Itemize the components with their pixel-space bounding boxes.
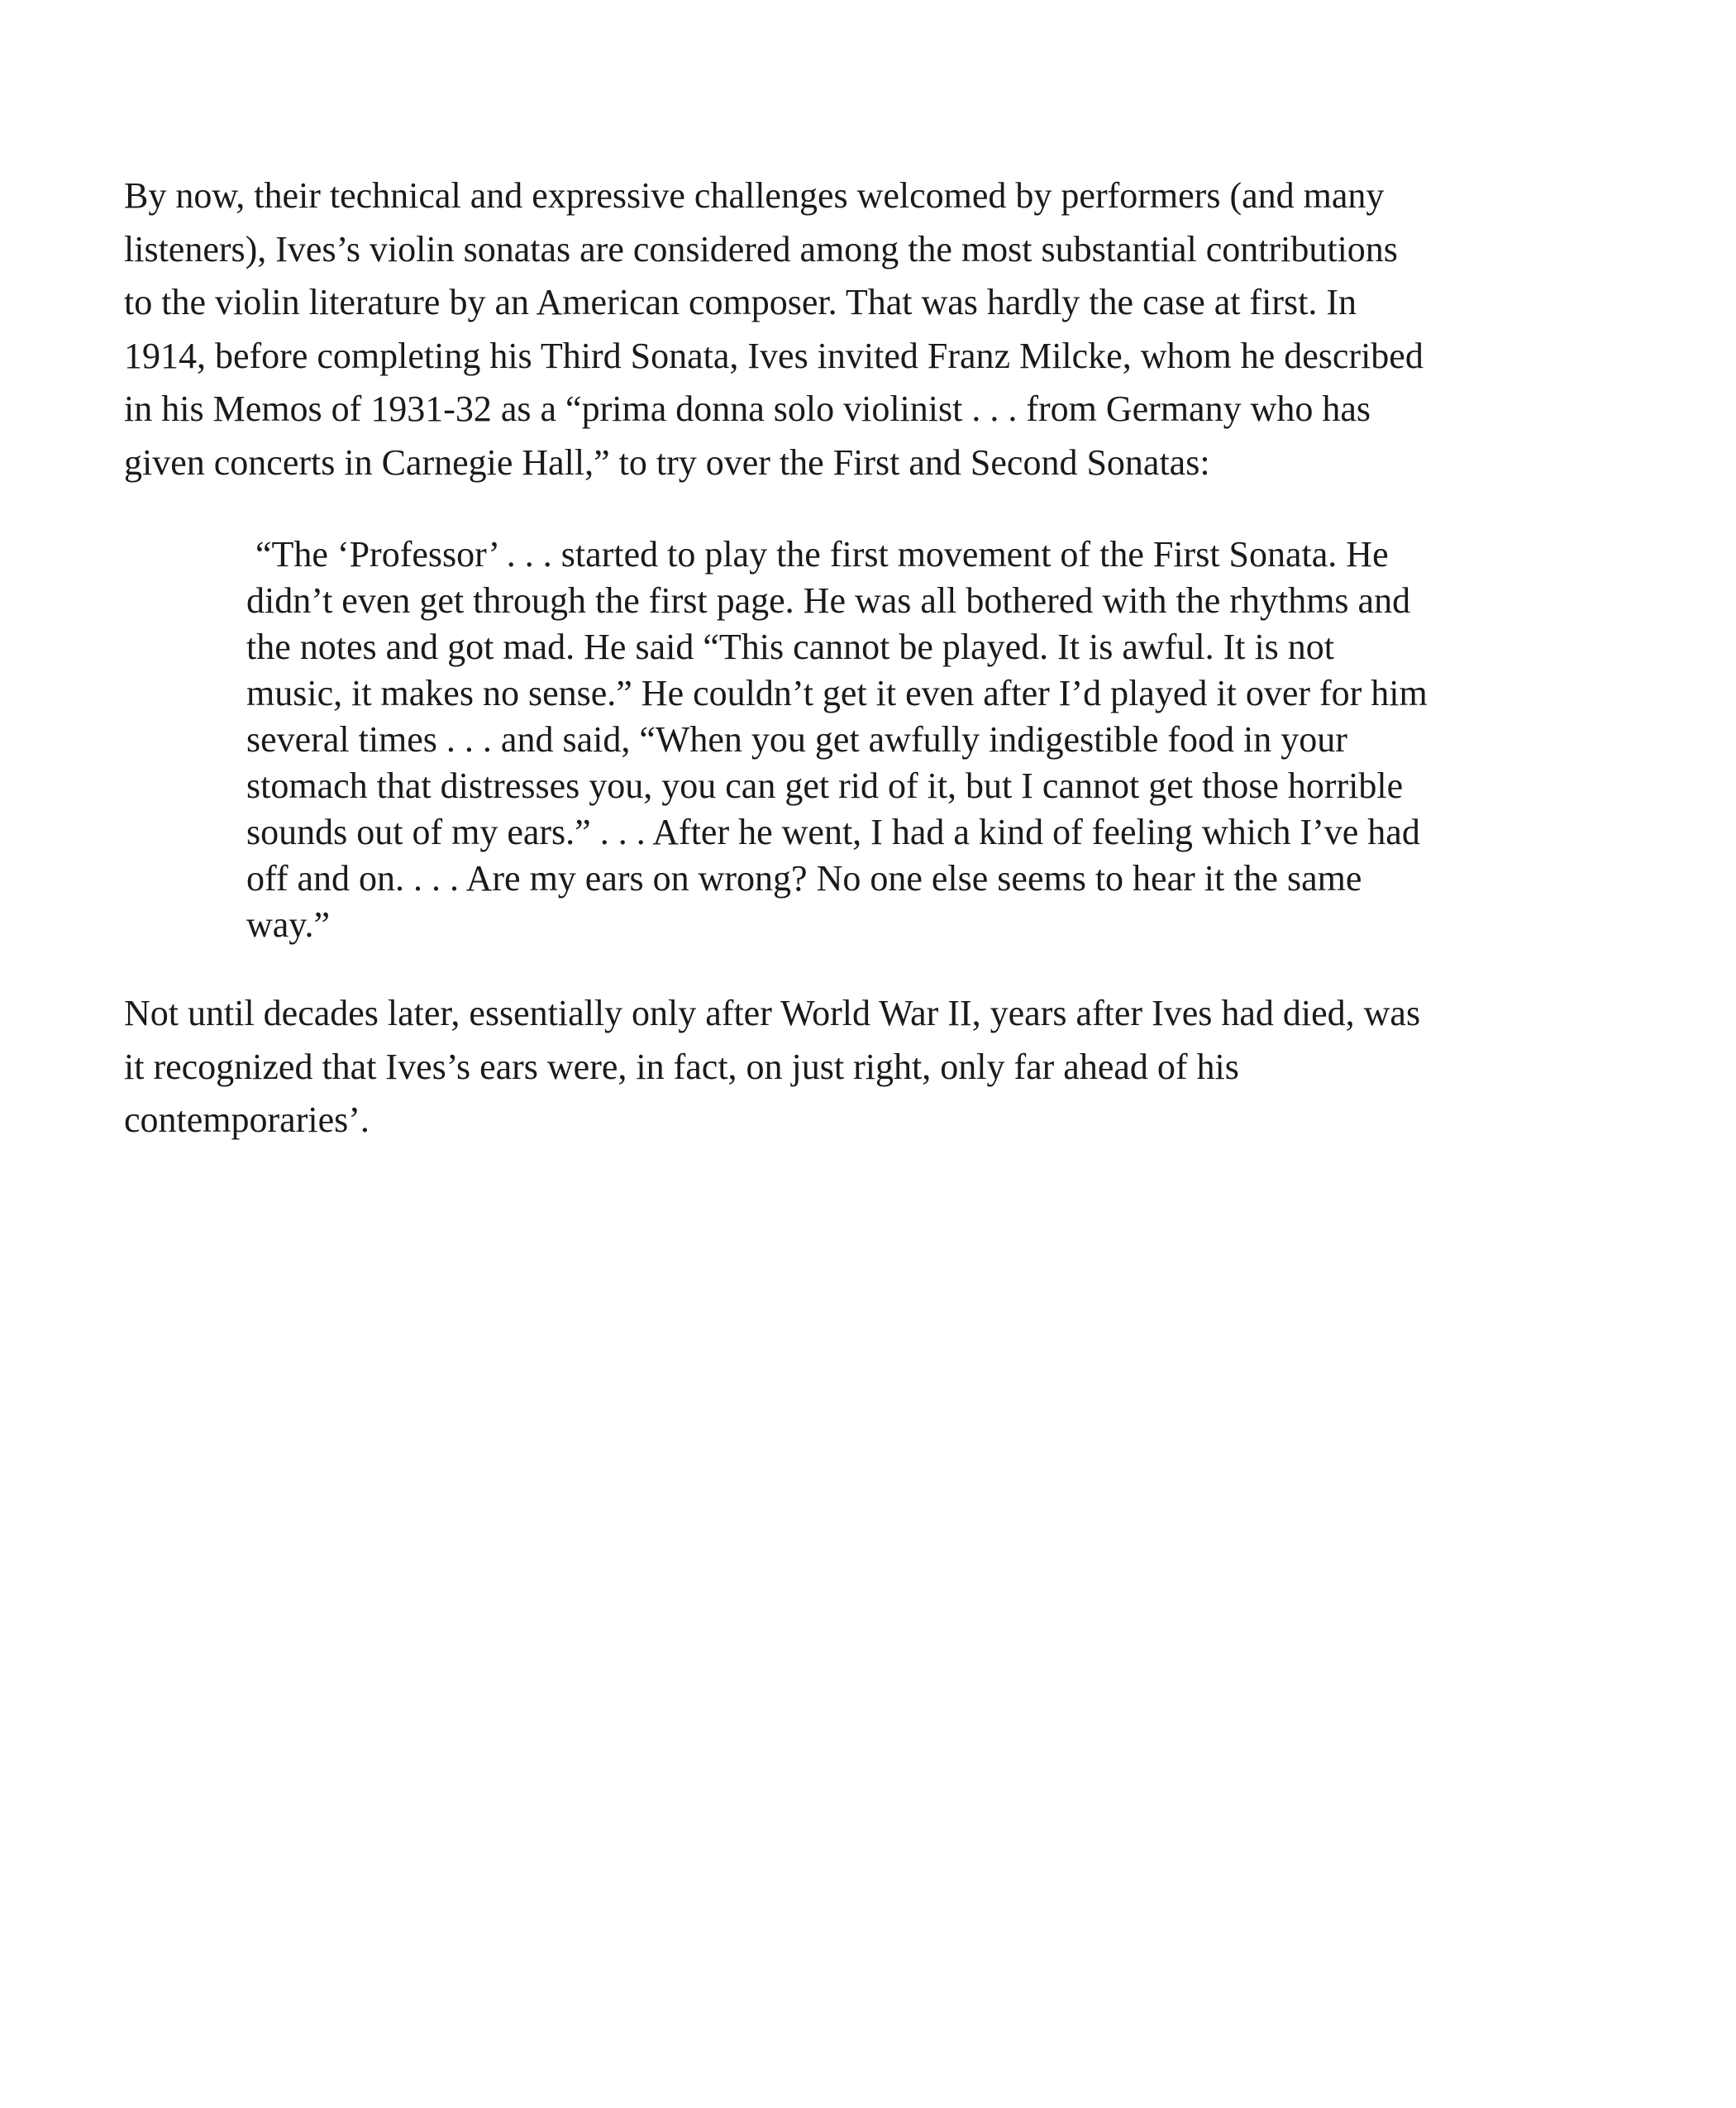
closing-paragraph <box>124 987 1562 1147</box>
quote-line: several times . . . and said, “When you get awfully indigestible food in your <box>246 719 1347 760</box>
quote-line: “The ‘Professor’ . . . started to play the first movement of the First Sonata. He <box>246 534 1389 575</box>
text-line: in his Memos of 1931-32 as a “prima donna solo violinist . . . from Germany who has <box>124 389 1371 429</box>
quote-line: way.” <box>246 904 330 945</box>
text-line: given concerts in Carnegie Hall,” to try over the First and Second Sonatas: <box>124 441 1210 483</box>
quote-line: off and on. . . . Are my ears on wrong? No one else seems to hear it the same <box>246 858 1362 899</box>
quote-line: stomach that distresses you, you can get rid of it, but I cannot get those horrible <box>246 765 1404 806</box>
text-line: listeners), Ives’s violin sonatas are considered among the most substantial contributions <box>124 228 1398 269</box>
block-quote <box>246 532 1569 948</box>
quote-line: didn’t even get through the first page. He was all bothered with the rhythms and <box>246 580 1411 621</box>
text-line: contemporaries’. <box>124 1099 370 1140</box>
text-line: it recognized that Ives’s ears were, in fact, on just right, only far ahead of his <box>124 1046 1239 1087</box>
text-line: Not until decades later, essentially only after World War II, years after Ives had died, was <box>124 993 1421 1033</box>
quote-line: music, it makes no sense.” He couldn’t get it even after I’d played it over for him <box>246 673 1428 713</box>
text-line: to the violin literature by an American composer. That was hardly the case at first. In <box>124 282 1357 322</box>
quote-line: sounds out of my ears.” . . . After he went, I had a kind of feeling which I’ve had <box>246 812 1420 852</box>
intro-paragraph <box>124 169 1562 489</box>
text-line: 1914, before completing his Third Sonata, Ives invited Franz Milcke, whom he described <box>124 335 1424 376</box>
quote-line: the notes and got mad. He said “This cannot be played. It is awful. It is not <box>246 627 1335 667</box>
text-line: By now, their technical and expressive challenges welcomed by performers (and many <box>124 175 1385 216</box>
